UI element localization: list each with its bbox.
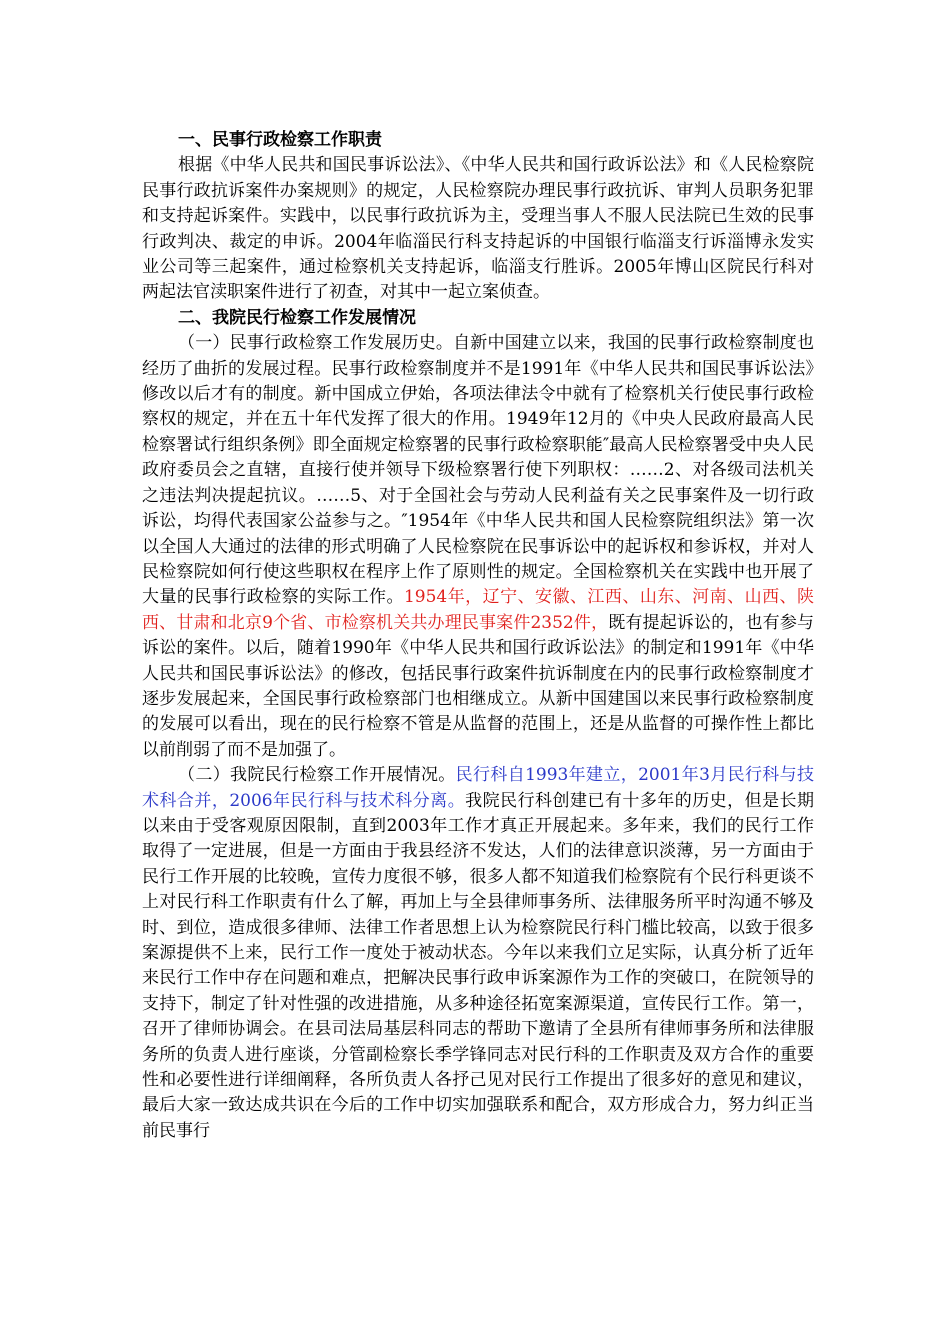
history-text-before: （一）民事行政检察工作发展历史。自新中国建立以来，我国的民事行政检察制度也经历了曲折的发展过程。民事行政检察制度并不是1991年《中华人民共和国民事诉讼法》修改以后才有的制度。新中国成立伊始，各项法律法令中就有了检察机关行使民事行政检察权的规定，并在五十年代发挥了很大的作用。1949年12月的《中央人民政府最高人民检察署试行组织条例》即全面规定检察署的民事行政检察职能″最高人民检察署受中央人民政府委员会之直辖，直接行使并领导下级检察署行使下列职权：……2、对各级司法机关之违法判决提起抗议。……5、对于全国社会与劳动人民利益有关之民事案件及一切行政诉讼，均得代表国家公益参与之。″1954年《中华人民共和国人民检察院组织法》第一次以全国人大通过的法律的形式明确了人民检察院在民事诉讼中的起诉权和参诉权，并对人民检察院如何行使这些职权在程序上作了原则性的规定。全国检察机关在实践中也开展了大量的民事行政检察的实际工作。 (142, 333, 814, 608)
work-text-before: （二）我院民行检察工作开展情况。 (178, 765, 456, 786)
history-highlight-red: 1954年，辽宁、安徽、江西、山东、河南、山西、陕西、甘肃和北京9个省、市检察机关共办理民事案件2352件， (142, 587, 815, 633)
paragraph-duties: 根据《中华人民共和国民事诉讼法》、《中华人民共和国行政诉讼法》和《人民检察院民事行政抗诉案件办案规则》的规定，人民检察院办理民事行政抗诉、审判人员职务犯罪和支持起诉案件。实践中，以民事行政抗诉为主，受理当事人不服人民法院已生效的民事行政判决、裁定的申诉。2004年临淄民行科支持起诉的中国银行临淄支行诉淄博永发实业公司等三起案件，通过检察机关支持起诉，临淄支行胜诉。2005年博山区院民行科对两起法官渎职案件进行了初查，对其中一起立案侦查。 (142, 155, 814, 303)
section-heading-development: 二、我院民行检察工作发展情况 (178, 307, 416, 328)
history-text-after: 既有提起诉讼的，也有参与诉讼的案件。以后，随着1990年《中华人民共和国行政诉讼法》的制定和1991年《中华人民共和国民事诉讼法》的修改，包括民事行政案件抗诉制度在内的民事行政检察制度才逐步发展起来，全国民事行政检察部门也相继成立。从新中国建国以来民事行政检察制度的发展可以看出，现在的民行检察不管是从监督的范围上，还是从监督的可操作性上都比以前削弱了而不是加强了。 (142, 612, 814, 760)
paragraph-history (142, 331, 814, 763)
paragraph-our-work (142, 763, 814, 1144)
work-highlight-blue: 民行科自1993年建立，2001年3月民行科与技术科合并，2006年民行科与技术科分离。 (142, 765, 815, 811)
section-heading-duties: 一、民事行政检察工作职责 (178, 130, 382, 150)
work-text-after: 我院民行科创建已有十多年的历史，但是长期以来由于受客观原因限制，直到2003年工作才真正开展起来。多年来，我们的民行工作取得了一定进展，但是一方面由于我县经济不发达，人们的法律意识淡薄，另一方面由于民行工作开展的比较晚，宣传力度很不够，很多人都不知道我们检察院有个民行科更谈不上对民行科工作职责有什么了解，再加上与全县律师事务所、法律服务所平时沟通不够及时、到位，造成很多律师、法律工作者思想上认为检察院民行科门槛比较高，以致于很多案源提供不上来，民行工作一度处于被动状态。今年以来我们立足实际，认真分析了近年来民行工作中存在问题和难点，把解决民事行政申诉案源作为工作的突破口，在院领导的支持下，制定了针对性强的改进措施，从多种途径拓宽案源渠道，宣传民行工作。第一，召开了律师协调会。在县司法局基层科同志的帮助下邀请了全县所有律师事务所和法律服务所的负责人进行座谈，分管副检察长季学锋同志对民行科的工作职责及双方合作的重要性和必要性进行详细阐释，各所负责人各抒己见对民行工作提出了很多好的意见和建议，最后大家一致达成共识在今后的工作中切实加强联系和配合，双方形成合力，努力纠正当前民事行 (142, 790, 815, 1141)
document-page (142, 128, 814, 1144)
